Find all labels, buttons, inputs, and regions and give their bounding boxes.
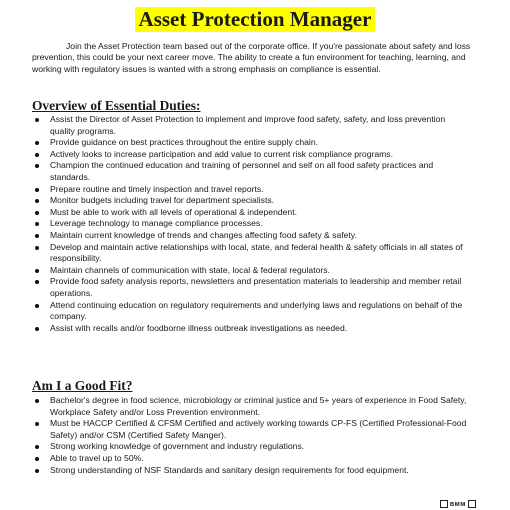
- fit-heading: Am I a Good Fit?: [32, 378, 133, 393]
- page-title: Asset Protection Manager: [135, 7, 376, 32]
- list-item: Strong understanding of NSF Standards and sanitary design requirements for food equipment.: [32, 465, 472, 477]
- list-item: Monitor budgets including travel for department specialists.: [32, 195, 472, 207]
- list-item: Strong working knowledge of government and industry regulations.: [32, 441, 472, 453]
- list-item: Develop and maintain active relationships with local, state, and federal health & safety officials in all states of responsibility.: [32, 242, 472, 265]
- list-item: Prepare routine and timely inspection and travel reports.: [32, 184, 472, 196]
- fit-list: [32, 395, 472, 476]
- duties-list: [32, 114, 472, 334]
- list-item: Must be HACCP Certified & CFSM Certified and actively working towards CP-FS (Certified Professional-Food Safety) and/or CSM (Certified Safety Manger).: [32, 418, 472, 441]
- title-container: [0, 7, 510, 32]
- list-item: Assist with recalls and/or foodborne illness outbreak investigations as needed.: [32, 323, 472, 335]
- footer-logo: [440, 500, 476, 508]
- list-item: Provide guidance on best practices throughout the entire supply chain.: [32, 137, 472, 149]
- intro-text: Join the Asset Protection team based out of the corporate office. If you're passionate about safety and loss prevention, this could be your next career move. The ability to create a fun environment for teaching, learning, and working with regulatory issues is wanted with a strong emphasis on compliance is essential.: [32, 41, 471, 74]
- logo-square-icon: [440, 500, 448, 508]
- list-item: Attend continuing education on regulatory requirements and underlying laws and regulations on behalf of the company.: [32, 300, 472, 323]
- list-item: Must be able to work with all levels of operational & independent.: [32, 207, 472, 219]
- list-item: Assist the Director of Asset Protection to implement and improve food safety, safety, and loss prevention quality programs.: [32, 114, 472, 137]
- intro-paragraph: [32, 41, 472, 75]
- list-item: Leverage technology to manage compliance processes.: [32, 218, 472, 230]
- list-item: Champion the continued education and training of personnel and self on all food safety practices and standards.: [32, 160, 472, 183]
- logo-text: ʙᴍᴍ: [449, 500, 466, 508]
- list-item: Provide food safety analysis reports, newsletters and presentation materials to leadership and member retail operations.: [32, 276, 472, 299]
- list-item: Bachelor's degree in food science, microbiology or criminal justice and 5+ years of experience in Food Safety, Workplace Safety and/or Loss Prevention environment.: [32, 395, 472, 418]
- logo-square-icon: [468, 500, 476, 508]
- list-item: Maintain channels of communication with state, local & federal regulators.: [32, 265, 472, 277]
- list-item: Actively looks to increase participation and add value to current risk compliance programs.: [32, 149, 472, 161]
- duties-heading: Overview of Essential Duties:: [32, 98, 201, 113]
- list-item: Maintain current knowledge of trends and changes affecting food safety & safety.: [32, 230, 472, 242]
- list-item: Able to travel up to 50%.: [32, 453, 472, 465]
